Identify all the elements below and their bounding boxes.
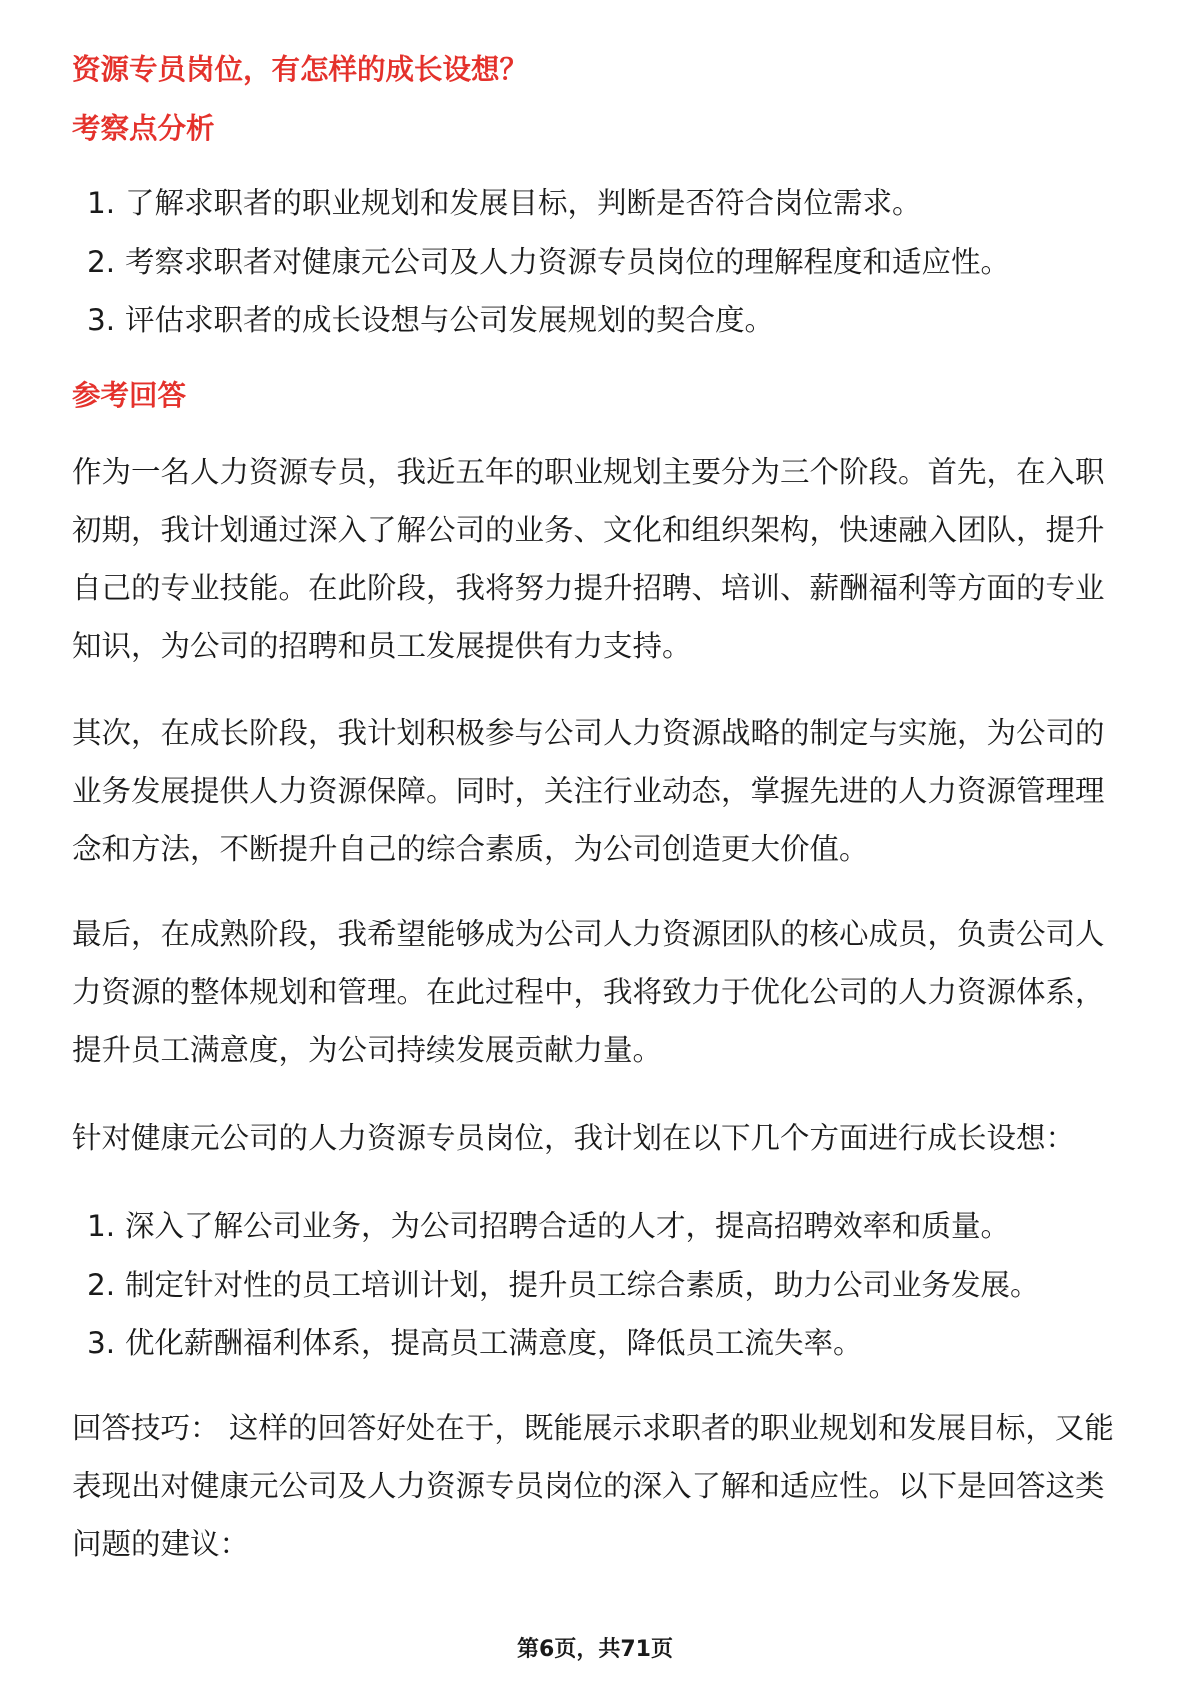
- analysis-heading: 考察点分析: [72, 112, 215, 145]
- list-number: 2.: [87, 1267, 116, 1302]
- answer-paragraph: 作为一名人力资源专员，我近五年的职业规划主要分为三个阶段。首先，在入职初期，我计划通过深入了解公司的业务、文化和组织架构，快速融入团队，提升自己的专业技能。在此阶段，我将努力提升招聘、培训、薪酬福利等方面的专业知识，为公司的招聘和员工发展提供有力支持。: [72, 455, 1105, 663]
- answer-paragraph: 针对健康元公司的人力资源专员岗位，我计划在以下几个方面进行成长设想：: [72, 1121, 1076, 1155]
- list-item: [72, 1256, 1114, 1315]
- list-item-text: 深入了解公司业务，为公司招聘合适的人才，提高招聘效率和质量。: [125, 1209, 1011, 1243]
- list-number: 1.: [87, 186, 116, 220]
- list-number: 3.: [87, 303, 116, 337]
- list-item: [72, 174, 1114, 233]
- list-item: [72, 233, 1114, 292]
- list-item-text: 优化薪酬福利体系，提高员工满意度，降低员工流失率。: [125, 1326, 863, 1360]
- plan-list: [72, 1197, 1114, 1373]
- answer-tip: 回答技巧： 这样的回答好处在于，既能展示求职者的职业规划和发展目标，又能表现出对健康元公司及人力资源专员岗位的深入了解和适应性。以下是回答这类问题的建议：: [72, 1411, 1114, 1561]
- list-number: 1.: [87, 1209, 116, 1243]
- answer-heading: 参考回答: [72, 379, 187, 412]
- list-item: [72, 1314, 1114, 1373]
- list-item-text: 制定针对性的员工培训计划，提升员工综合素质，助力公司业务发展。: [125, 1267, 1040, 1302]
- list-item: [72, 1197, 1114, 1256]
- page-number: 第6页，共71页: [517, 1637, 673, 1662]
- list-item-text: 了解求职者的职业规划和发展目标，判断是否符合岗位需求。: [125, 186, 922, 220]
- list-item-text: 考察求职者对健康元公司及人力资源专员岗位的理解程度和适应性。: [125, 244, 1011, 279]
- list-number: 3.: [87, 1326, 116, 1360]
- question-title: 资源专员岗位，有怎样的成长设想？: [72, 53, 529, 86]
- list-item: [72, 291, 1114, 350]
- answer-paragraph: 最后，在成熟阶段，我希望能够成为公司人力资源团队的核心成员，负责公司人力资源的整体规划和管理。在此过程中，我将致力于优化公司的人力资源体系，提升员工满意度，为公司持续发展贡献力量。: [72, 917, 1105, 1067]
- list-item-text: 评估求职者的成长设想与公司发展规划的契合度。: [125, 303, 775, 337]
- list-number: 2.: [87, 244, 116, 279]
- answer-paragraph: 其次，在成长阶段，我计划积极参与公司人力资源战略的制定与实施，为公司的业务发展提供人力资源保障。同时，关注行业动态，掌握先进的人力资源管理理念和方法，不断提升自己的综合素质，为公司创造更大价值。: [72, 716, 1105, 866]
- analysis-list: [72, 174, 1114, 350]
